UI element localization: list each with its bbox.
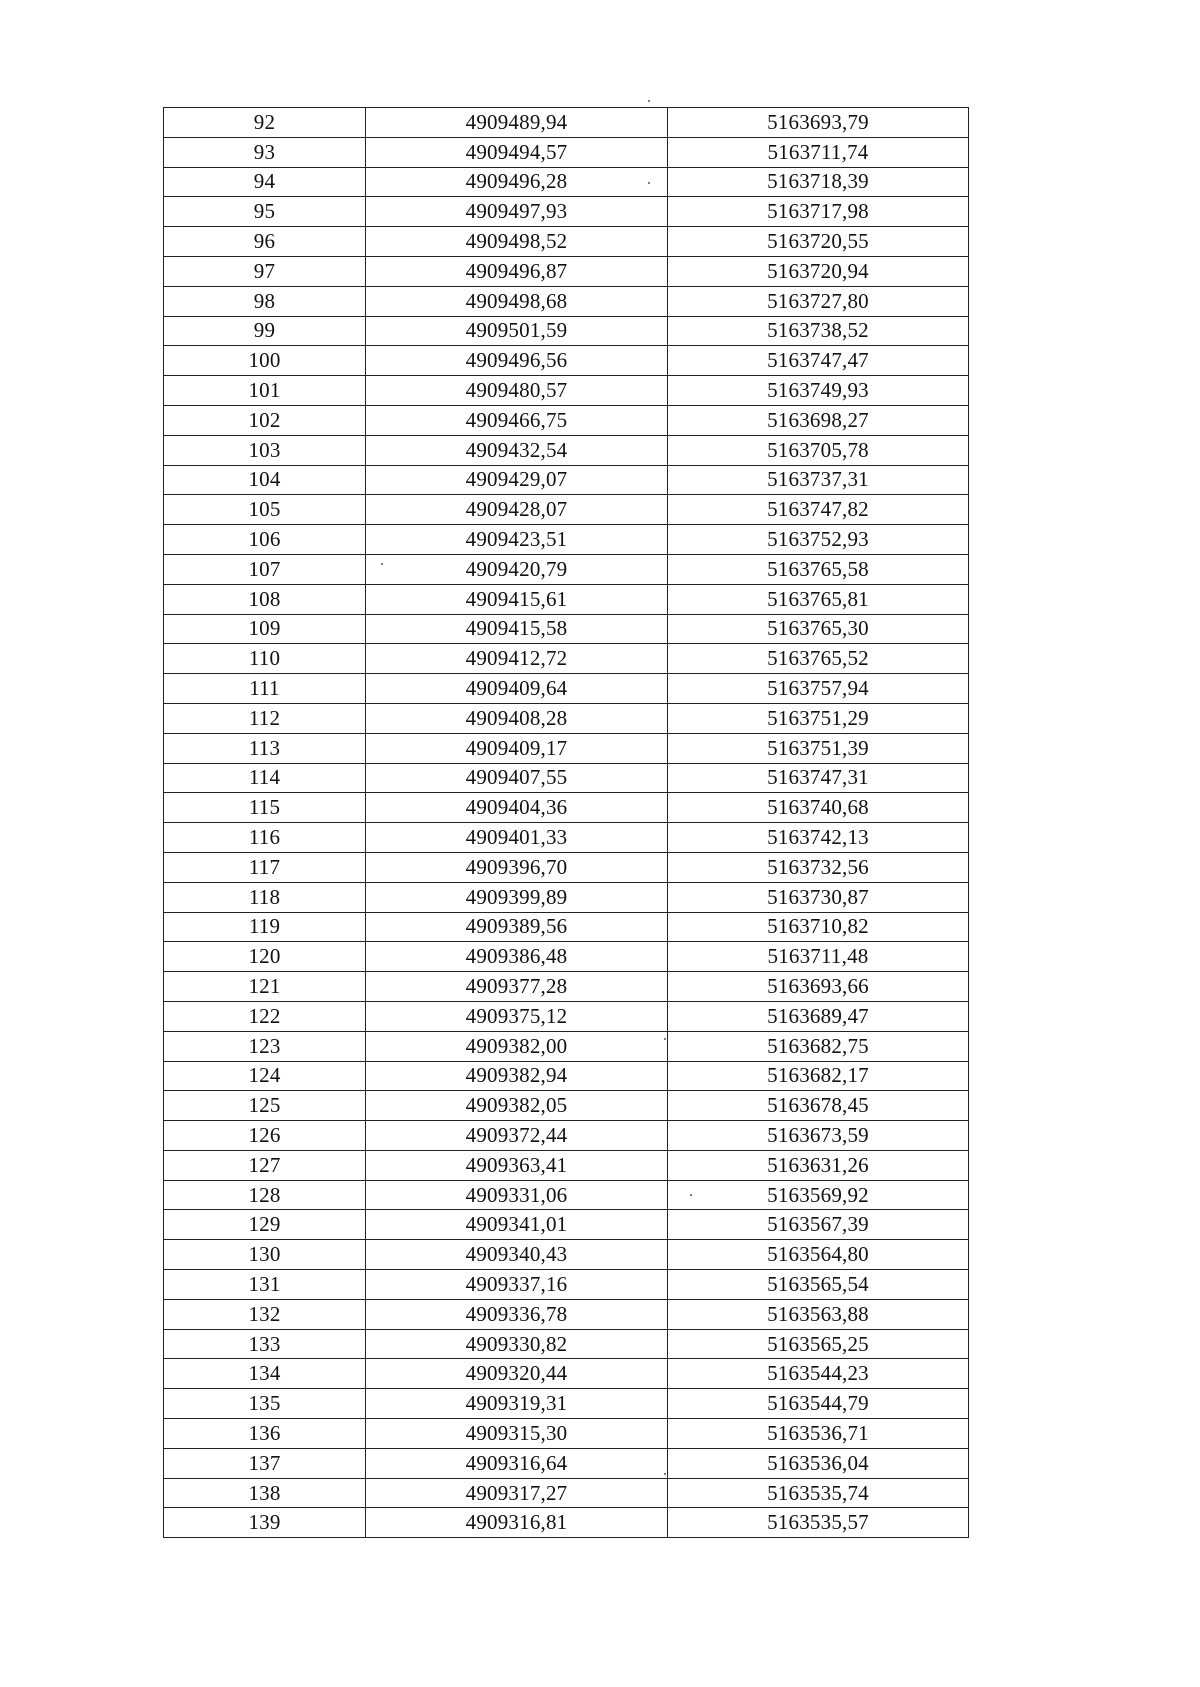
point-number-cell: 132 bbox=[164, 1299, 366, 1329]
table-row bbox=[164, 435, 969, 465]
table-row bbox=[164, 1091, 969, 1121]
coordinates-table bbox=[163, 107, 969, 1538]
point-number-cell: 121 bbox=[164, 972, 366, 1002]
point-number-cell: 118 bbox=[164, 882, 366, 912]
point-number-cell: 96 bbox=[164, 227, 366, 257]
point-number-cell: 112 bbox=[164, 703, 366, 733]
x-coordinate-cell: 4909432,54 bbox=[366, 435, 668, 465]
y-coordinate-cell: 5163732,56 bbox=[668, 852, 969, 882]
x-coordinate-cell: 4909409,64 bbox=[366, 674, 668, 704]
point-number-cell: 128 bbox=[164, 1180, 366, 1210]
x-coordinate-cell: 4909428,07 bbox=[366, 495, 668, 525]
y-coordinate-cell: 5163682,17 bbox=[668, 1061, 969, 1091]
x-coordinate-cell: 4909377,28 bbox=[366, 972, 668, 1002]
x-coordinate-cell: 4909480,57 bbox=[366, 376, 668, 406]
y-coordinate-cell: 5163563,88 bbox=[668, 1299, 969, 1329]
y-coordinate-cell: 5163565,54 bbox=[668, 1270, 969, 1300]
table-row bbox=[164, 942, 969, 972]
table-row bbox=[164, 1508, 969, 1538]
table-row bbox=[164, 644, 969, 674]
y-coordinate-cell: 5163711,48 bbox=[668, 942, 969, 972]
table-row bbox=[164, 1121, 969, 1151]
y-coordinate-cell: 5163742,13 bbox=[668, 823, 969, 853]
y-coordinate-cell: 5163730,87 bbox=[668, 882, 969, 912]
x-coordinate-cell: 4909407,55 bbox=[366, 763, 668, 793]
x-coordinate-cell: 4909372,44 bbox=[366, 1121, 668, 1151]
y-coordinate-cell: 5163631,26 bbox=[668, 1150, 969, 1180]
y-coordinate-cell: 5163544,23 bbox=[668, 1359, 969, 1389]
point-number-cell: 139 bbox=[164, 1508, 366, 1538]
point-number-cell: 95 bbox=[164, 197, 366, 227]
y-coordinate-cell: 5163693,66 bbox=[668, 972, 969, 1002]
table-row bbox=[164, 733, 969, 763]
y-coordinate-cell: 5163682,75 bbox=[668, 1031, 969, 1061]
x-coordinate-cell: 4909409,17 bbox=[366, 733, 668, 763]
table-row bbox=[164, 1180, 969, 1210]
point-number-cell: 97 bbox=[164, 256, 366, 286]
y-coordinate-cell: 5163751,29 bbox=[668, 703, 969, 733]
table-row bbox=[164, 1359, 969, 1389]
table-row bbox=[164, 1299, 969, 1329]
x-coordinate-cell: 4909496,28 bbox=[366, 167, 668, 197]
y-coordinate-cell: 5163727,80 bbox=[668, 286, 969, 316]
y-coordinate-cell: 5163757,94 bbox=[668, 674, 969, 704]
x-coordinate-cell: 4909496,87 bbox=[366, 256, 668, 286]
table-row bbox=[164, 763, 969, 793]
point-number-cell: 127 bbox=[164, 1150, 366, 1180]
x-coordinate-cell: 4909415,58 bbox=[366, 614, 668, 644]
y-coordinate-cell: 5163535,74 bbox=[668, 1478, 969, 1508]
x-coordinate-cell: 4909317,27 bbox=[366, 1478, 668, 1508]
y-coordinate-cell: 5163740,68 bbox=[668, 793, 969, 823]
point-number-cell: 98 bbox=[164, 286, 366, 316]
point-number-cell: 131 bbox=[164, 1270, 366, 1300]
table-row bbox=[164, 882, 969, 912]
y-coordinate-cell: 5163564,80 bbox=[668, 1240, 969, 1270]
point-number-cell: 115 bbox=[164, 793, 366, 823]
y-coordinate-cell: 5163544,79 bbox=[668, 1389, 969, 1419]
x-coordinate-cell: 4909404,36 bbox=[366, 793, 668, 823]
point-number-cell: 111 bbox=[164, 674, 366, 704]
y-coordinate-cell: 5163711,74 bbox=[668, 137, 969, 167]
x-coordinate-cell: 4909341,01 bbox=[366, 1210, 668, 1240]
point-number-cell: 117 bbox=[164, 852, 366, 882]
y-coordinate-cell: 5163717,98 bbox=[668, 197, 969, 227]
y-coordinate-cell: 5163536,71 bbox=[668, 1419, 969, 1449]
y-coordinate-cell: 5163747,82 bbox=[668, 495, 969, 525]
point-number-cell: 122 bbox=[164, 1001, 366, 1031]
y-coordinate-cell: 5163689,47 bbox=[668, 1001, 969, 1031]
y-coordinate-cell: 5163710,82 bbox=[668, 912, 969, 942]
point-number-cell: 105 bbox=[164, 495, 366, 525]
point-number-cell: 130 bbox=[164, 1240, 366, 1270]
table-row bbox=[164, 674, 969, 704]
point-number-cell: 93 bbox=[164, 137, 366, 167]
x-coordinate-cell: 4909497,93 bbox=[366, 197, 668, 227]
y-coordinate-cell: 5163536,04 bbox=[668, 1448, 969, 1478]
point-number-cell: 108 bbox=[164, 584, 366, 614]
point-number-cell: 129 bbox=[164, 1210, 366, 1240]
y-coordinate-cell: 5163747,47 bbox=[668, 346, 969, 376]
x-coordinate-cell: 4909336,78 bbox=[366, 1299, 668, 1329]
x-coordinate-cell: 4909396,70 bbox=[366, 852, 668, 882]
table-row bbox=[164, 376, 969, 406]
x-coordinate-cell: 4909386,48 bbox=[366, 942, 668, 972]
x-coordinate-cell: 4909501,59 bbox=[366, 316, 668, 346]
table-row bbox=[164, 1001, 969, 1031]
y-coordinate-cell: 5163720,55 bbox=[668, 227, 969, 257]
scan-speck bbox=[648, 100, 650, 102]
x-coordinate-cell: 4909315,30 bbox=[366, 1419, 668, 1449]
point-number-cell: 110 bbox=[164, 644, 366, 674]
x-coordinate-cell: 4909498,68 bbox=[366, 286, 668, 316]
point-number-cell: 134 bbox=[164, 1359, 366, 1389]
point-number-cell: 100 bbox=[164, 346, 366, 376]
table-row bbox=[164, 197, 969, 227]
y-coordinate-cell: 5163747,31 bbox=[668, 763, 969, 793]
y-coordinate-cell: 5163765,52 bbox=[668, 644, 969, 674]
table-row bbox=[164, 1061, 969, 1091]
point-number-cell: 107 bbox=[164, 554, 366, 584]
x-coordinate-cell: 4909320,44 bbox=[366, 1359, 668, 1389]
point-number-cell: 137 bbox=[164, 1448, 366, 1478]
point-number-cell: 120 bbox=[164, 942, 366, 972]
x-coordinate-cell: 4909363,41 bbox=[366, 1150, 668, 1180]
x-coordinate-cell: 4909382,05 bbox=[366, 1091, 668, 1121]
point-number-cell: 92 bbox=[164, 108, 366, 138]
x-coordinate-cell: 4909382,94 bbox=[366, 1061, 668, 1091]
point-number-cell: 102 bbox=[164, 405, 366, 435]
point-number-cell: 116 bbox=[164, 823, 366, 853]
x-coordinate-cell: 4909382,00 bbox=[366, 1031, 668, 1061]
y-coordinate-cell: 5163693,79 bbox=[668, 108, 969, 138]
table-row bbox=[164, 703, 969, 733]
table-row bbox=[164, 1031, 969, 1061]
point-number-cell: 126 bbox=[164, 1121, 366, 1151]
x-coordinate-cell: 4909330,82 bbox=[366, 1329, 668, 1359]
table-row bbox=[164, 912, 969, 942]
table-row bbox=[164, 1150, 969, 1180]
point-number-cell: 133 bbox=[164, 1329, 366, 1359]
y-coordinate-cell: 5163565,25 bbox=[668, 1329, 969, 1359]
point-number-cell: 138 bbox=[164, 1478, 366, 1508]
x-coordinate-cell: 4909331,06 bbox=[366, 1180, 668, 1210]
table-row bbox=[164, 614, 969, 644]
table-row bbox=[164, 1478, 969, 1508]
x-coordinate-cell: 4909375,12 bbox=[366, 1001, 668, 1031]
point-number-cell: 125 bbox=[164, 1091, 366, 1121]
table-row bbox=[164, 465, 969, 495]
y-coordinate-cell: 5163751,39 bbox=[668, 733, 969, 763]
y-coordinate-cell: 5163567,39 bbox=[668, 1210, 969, 1240]
table-row bbox=[164, 137, 969, 167]
x-coordinate-cell: 4909316,64 bbox=[366, 1448, 668, 1478]
point-number-cell: 113 bbox=[164, 733, 366, 763]
point-number-cell: 109 bbox=[164, 614, 366, 644]
x-coordinate-cell: 4909466,75 bbox=[366, 405, 668, 435]
x-coordinate-cell: 4909399,89 bbox=[366, 882, 668, 912]
table-row bbox=[164, 554, 969, 584]
table-row bbox=[164, 1389, 969, 1419]
y-coordinate-cell: 5163749,93 bbox=[668, 376, 969, 406]
table-row bbox=[164, 525, 969, 555]
x-coordinate-cell: 4909408,28 bbox=[366, 703, 668, 733]
table-row bbox=[164, 256, 969, 286]
y-coordinate-cell: 5163678,45 bbox=[668, 1091, 969, 1121]
point-number-cell: 103 bbox=[164, 435, 366, 465]
table-row bbox=[164, 495, 969, 525]
x-coordinate-cell: 4909412,72 bbox=[366, 644, 668, 674]
y-coordinate-cell: 5163698,27 bbox=[668, 405, 969, 435]
table-row bbox=[164, 1329, 969, 1359]
point-number-cell: 114 bbox=[164, 763, 366, 793]
y-coordinate-cell: 5163720,94 bbox=[668, 256, 969, 286]
x-coordinate-cell: 4909494,57 bbox=[366, 137, 668, 167]
x-coordinate-cell: 4909429,07 bbox=[366, 465, 668, 495]
table-row bbox=[164, 972, 969, 1002]
x-coordinate-cell: 4909498,52 bbox=[366, 227, 668, 257]
x-coordinate-cell: 4909340,43 bbox=[366, 1240, 668, 1270]
table-row bbox=[164, 1448, 969, 1478]
y-coordinate-cell: 5163569,92 bbox=[668, 1180, 969, 1210]
x-coordinate-cell: 4909319,31 bbox=[366, 1389, 668, 1419]
point-number-cell: 123 bbox=[164, 1031, 366, 1061]
table-row bbox=[164, 1240, 969, 1270]
x-coordinate-cell: 4909420,79 bbox=[366, 554, 668, 584]
y-coordinate-cell: 5163765,30 bbox=[668, 614, 969, 644]
table-row bbox=[164, 1210, 969, 1240]
table-row bbox=[164, 108, 969, 138]
table-row bbox=[164, 584, 969, 614]
table-row bbox=[164, 823, 969, 853]
table-row bbox=[164, 167, 969, 197]
y-coordinate-cell: 5163738,52 bbox=[668, 316, 969, 346]
y-coordinate-cell: 5163765,81 bbox=[668, 584, 969, 614]
table-row bbox=[164, 1419, 969, 1449]
x-coordinate-cell: 4909489,94 bbox=[366, 108, 668, 138]
x-coordinate-cell: 4909496,56 bbox=[366, 346, 668, 376]
x-coordinate-cell: 4909337,16 bbox=[366, 1270, 668, 1300]
x-coordinate-cell: 4909401,33 bbox=[366, 823, 668, 853]
x-coordinate-cell: 4909415,61 bbox=[366, 584, 668, 614]
table-row bbox=[164, 1270, 969, 1300]
y-coordinate-cell: 5163673,59 bbox=[668, 1121, 969, 1151]
table-row bbox=[164, 346, 969, 376]
x-coordinate-cell: 4909389,56 bbox=[366, 912, 668, 942]
point-number-cell: 99 bbox=[164, 316, 366, 346]
y-coordinate-cell: 5163765,58 bbox=[668, 554, 969, 584]
point-number-cell: 94 bbox=[164, 167, 366, 197]
table-row bbox=[164, 405, 969, 435]
point-number-cell: 136 bbox=[164, 1419, 366, 1449]
coordinates-table-body bbox=[164, 108, 969, 1538]
x-coordinate-cell: 4909423,51 bbox=[366, 525, 668, 555]
table-row bbox=[164, 316, 969, 346]
point-number-cell: 135 bbox=[164, 1389, 366, 1419]
table-row bbox=[164, 227, 969, 257]
y-coordinate-cell: 5163718,39 bbox=[668, 167, 969, 197]
point-number-cell: 106 bbox=[164, 525, 366, 555]
y-coordinate-cell: 5163752,93 bbox=[668, 525, 969, 555]
y-coordinate-cell: 5163705,78 bbox=[668, 435, 969, 465]
x-coordinate-cell: 4909316,81 bbox=[366, 1508, 668, 1538]
point-number-cell: 124 bbox=[164, 1061, 366, 1091]
table-row bbox=[164, 286, 969, 316]
y-coordinate-cell: 5163737,31 bbox=[668, 465, 969, 495]
table-row bbox=[164, 852, 969, 882]
point-number-cell: 119 bbox=[164, 912, 366, 942]
y-coordinate-cell: 5163535,57 bbox=[668, 1508, 969, 1538]
point-number-cell: 104 bbox=[164, 465, 366, 495]
point-number-cell: 101 bbox=[164, 376, 366, 406]
table-row bbox=[164, 793, 969, 823]
